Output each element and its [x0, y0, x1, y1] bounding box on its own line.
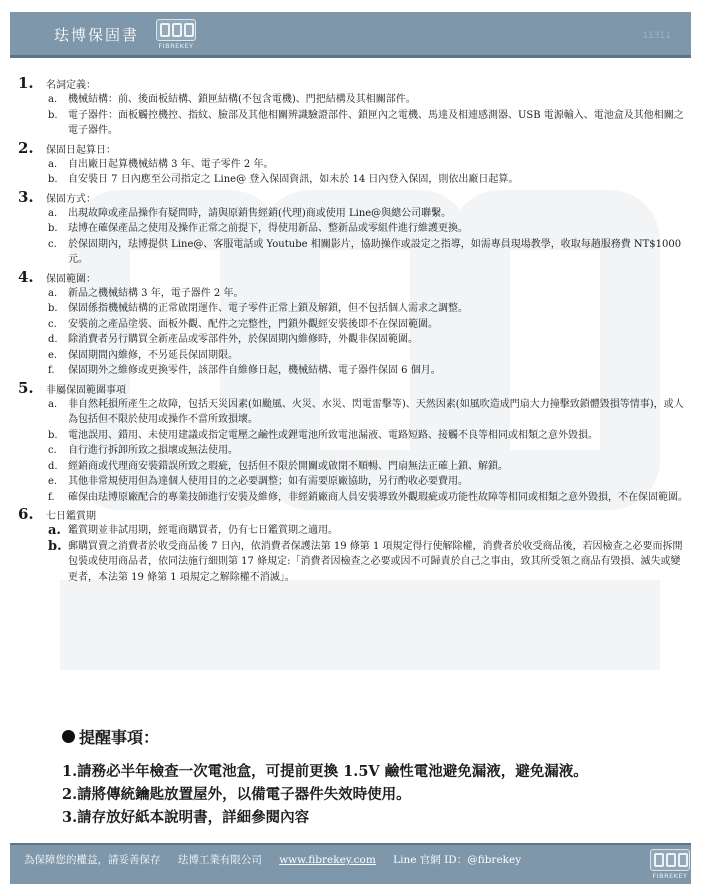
- section-heading: [18, 268, 688, 286]
- clause-label: a.: [48, 287, 58, 299]
- clause-text: 電子器件：面板觸控機控、指紋、臉部及其他相關辨識驗證部件、鎖匣內之電機、馬達及相連感測器、USB 電源輸入、電池盒及其他相關之電子器件。: [68, 109, 684, 136]
- page-header: [10, 12, 691, 58]
- clause-item: [18, 108, 688, 139]
- brand-logo: [154, 19, 198, 53]
- clause-item: [18, 237, 688, 268]
- clause-item: [18, 172, 688, 188]
- reminder-title: 提醒事項：: [79, 727, 160, 747]
- clause-item: [18, 474, 688, 490]
- clause-text: 出現故障或產品操作有疑問時，請與原銷售經銷(代理)商或使用 Line@與總公司聯繫。: [68, 207, 452, 219]
- clause-text: 安裝前之產品塗裝、面板外觀、配件之完整性，門鎖外觀經安裝後即不在保固範圍。: [68, 318, 438, 330]
- clause-text: 其他非常規使用但為達個人使用目的之必要調整；如有需要原廠協助，另行酌收必要費用。: [68, 476, 468, 487]
- section-heading: [18, 188, 688, 206]
- terms-section: [18, 268, 688, 379]
- clause-item: [18, 206, 688, 222]
- website-link[interactable]: www.fibrekey.com: [279, 854, 376, 866]
- clause-text: 電池誤用、錯用、未使用建議或指定電壓之鹼性或鋰電池所致電池漏液、電路短路、接觸不良等相同或相類之意外毀損。: [68, 429, 598, 441]
- clause-text: 機械結構：前、後面板結構、鎖匣結構(不包含電機)、門把結構及其相關部件。: [68, 94, 416, 105]
- clause-label: a.: [48, 158, 58, 170]
- section-title: 非屬保固範圍事項: [46, 384, 126, 396]
- reminder-item: 2.請將傳統鑰匙放置屋外，以備電子器件失效時使用。: [62, 786, 411, 803]
- logo-mark-icon: [650, 849, 690, 871]
- clause-text: 鑑賞期並非試用期，經電商購買者，仍有七日鑑賞期之適用。: [68, 525, 338, 536]
- clause-text: 保固期外之維修或更換零件，該部件自維修日起，機械結構、電子器件保固 6 個月。: [68, 365, 441, 376]
- page-title: 珐博保固書: [54, 26, 140, 44]
- section-title: 保固方式：: [46, 193, 96, 205]
- section-heading: [18, 139, 688, 157]
- clause-item: [18, 286, 688, 302]
- clause-item: [18, 523, 688, 539]
- clause-text: 經銷商或代理商安裝錯誤所致之瑕疵，包括但不限於開關或啟閉不順暢、門扇無法正確上鎖、解鎖。: [68, 460, 508, 472]
- terms-section: [18, 139, 688, 188]
- line-id: Line 官網 ID：@fibrekey: [393, 854, 522, 866]
- reminder-item: 3.請存放好紙本說明書，詳細參閱內容: [62, 809, 310, 826]
- terms-section: [18, 379, 688, 506]
- clause-label: f.: [48, 491, 55, 503]
- reminder-list: [62, 760, 692, 829]
- section-number: 4.: [18, 267, 34, 286]
- clause-label: a.: [48, 207, 58, 219]
- clause-label: a.: [48, 94, 58, 105]
- reminder-section: [62, 724, 692, 829]
- logo-mark-icon: [156, 19, 196, 41]
- terms-section: [18, 74, 688, 139]
- clause-label: b.: [48, 429, 58, 441]
- bullet-dot-icon: [62, 730, 75, 743]
- clause-item: [18, 221, 688, 237]
- clause-item: [18, 157, 688, 173]
- document-code: 11311: [642, 31, 671, 41]
- section-title: 保固範圍：: [46, 273, 96, 285]
- section-number: 3.: [18, 187, 34, 206]
- clause-item: [18, 428, 688, 444]
- footer-contact: [24, 852, 535, 867]
- clause-label: b.: [48, 174, 58, 185]
- clause-item: [18, 301, 688, 317]
- clause-item: [18, 348, 688, 364]
- section-heading: [18, 379, 688, 397]
- clause-item: [18, 490, 688, 506]
- clause-label: b.: [48, 109, 58, 121]
- clause-text: 新品之機械結構 3 年，電子器件 2 年。: [68, 287, 244, 299]
- footer-slogan: 為保障您的權益，請妥善保存: [24, 854, 161, 866]
- clause-label: b.: [48, 223, 58, 234]
- section-title: 保固日起算日：: [46, 144, 116, 156]
- clause-label: e.: [48, 349, 58, 361]
- footer-company: 珐博工業有限公司: [177, 854, 262, 866]
- section-title: 名詞定義：: [46, 80, 96, 91]
- clause-label: e.: [48, 476, 58, 487]
- clause-label: b.: [48, 538, 62, 554]
- clause-label: c.: [48, 238, 57, 250]
- clause-text: 非自然耗損所產生之故障，包括天災因素(如颱風、火災、水災、閃電雷擊等)、天然因素(如風吹造成門扇大力撞擊致鎖體毀損等情事)，或人為包括但不限於使用或操作不當所致損壞。: [68, 398, 684, 425]
- clause-label: c.: [48, 445, 57, 456]
- page-footer: [10, 843, 691, 884]
- section-number: 1.: [18, 74, 34, 92]
- section-number: 2.: [18, 138, 34, 157]
- clause-label: d.: [48, 460, 58, 472]
- section-number: 6.: [18, 505, 34, 523]
- logo-wordmark: FIBREKEY: [652, 872, 688, 880]
- clause-text: 保固期間內維修，不另延長保固期限。: [68, 349, 238, 361]
- clause-label: c.: [48, 318, 57, 330]
- clause-item: [18, 459, 688, 475]
- clause-text: 自安裝日 7 日內應至公司指定之 Line@ 登入保固資訊，如未於 14 日內登入保固，則依出廠日起算。: [68, 174, 519, 185]
- terms-section: [18, 505, 688, 585]
- clause-label: f.: [48, 365, 55, 376]
- clause-label: b.: [48, 303, 58, 314]
- logo-wordmark: FIBREKEY: [158, 42, 194, 50]
- clause-label: a.: [48, 398, 58, 410]
- clause-text: 自行進行拆卸所致之損壞或無法使用。: [68, 445, 238, 456]
- clause-label: d.: [48, 334, 58, 345]
- clause-item: [18, 397, 688, 428]
- warranty-terms: [18, 74, 688, 585]
- clause-item: [18, 539, 688, 586]
- clause-text: 除消費者另行購買全新產品或零部件外，於保固期內維修時，外觀非保固範圍。: [68, 334, 418, 345]
- clause-text: 保固係指機械結構的正常啟閉運作、電子零件正常上鎖及解鎖，但不包括個人需求之調整。: [68, 303, 468, 314]
- clause-label: a.: [48, 523, 61, 538]
- clause-text: 郵購買賣之消費者於收受商品後 7 日內，依消費者保護法第 19 條第 1 項規定得行使解除權，消費者於收受商品後，若因檢查之必要而拆開包裝或使用商品者，依同法施行細則第 17 條規定:「消費者因檢查之必要或因不可歸責於自己之事由，致其所受領之商品有毀損、滅失或變更者，本法第 19 條第 1 項規定之解除權不消滅」。: [68, 540, 683, 583]
- clause-item: [18, 332, 688, 348]
- reminder-item: 1.請務必半年檢查一次電池盒，可提前更換 1.5V 鹼性電池避免漏液，避免漏液。: [62, 763, 588, 780]
- section-number: 5.: [18, 378, 34, 397]
- clause-text: 確保由珐博原廠配合的專業技師進行安裝及維修，非經銷廠商人員安裝導致外觀瑕疵或功能性故障等相同或相類之意外毀損，不在保固範圍。: [68, 491, 688, 503]
- clause-item: [18, 317, 688, 333]
- section-heading: [18, 505, 688, 523]
- clause-item: [18, 92, 688, 108]
- reminder-heading: [62, 724, 692, 748]
- footer-brand-logo: [648, 849, 692, 883]
- terms-section: [18, 188, 688, 268]
- section-heading: [18, 74, 688, 92]
- clause-text: 於保固期內，珐博提供 Line@、客服電話或 Youtube 相關影片，協助操作或設定之指導，如需專員現場教學，收取每趟服務費 NT$1000 元。: [68, 238, 682, 265]
- clause-item: [18, 443, 688, 459]
- clause-text: 珐博在確保產品之使用及操作正常之前提下，得使用新品、整新品或零組件進行維護更換。: [68, 223, 468, 234]
- clause-text: 自出廠日起算機械結構 3 年、電子零件 2 年。: [68, 158, 274, 170]
- section-title: 七日鑑賞期: [46, 511, 96, 522]
- clause-item: [18, 363, 688, 379]
